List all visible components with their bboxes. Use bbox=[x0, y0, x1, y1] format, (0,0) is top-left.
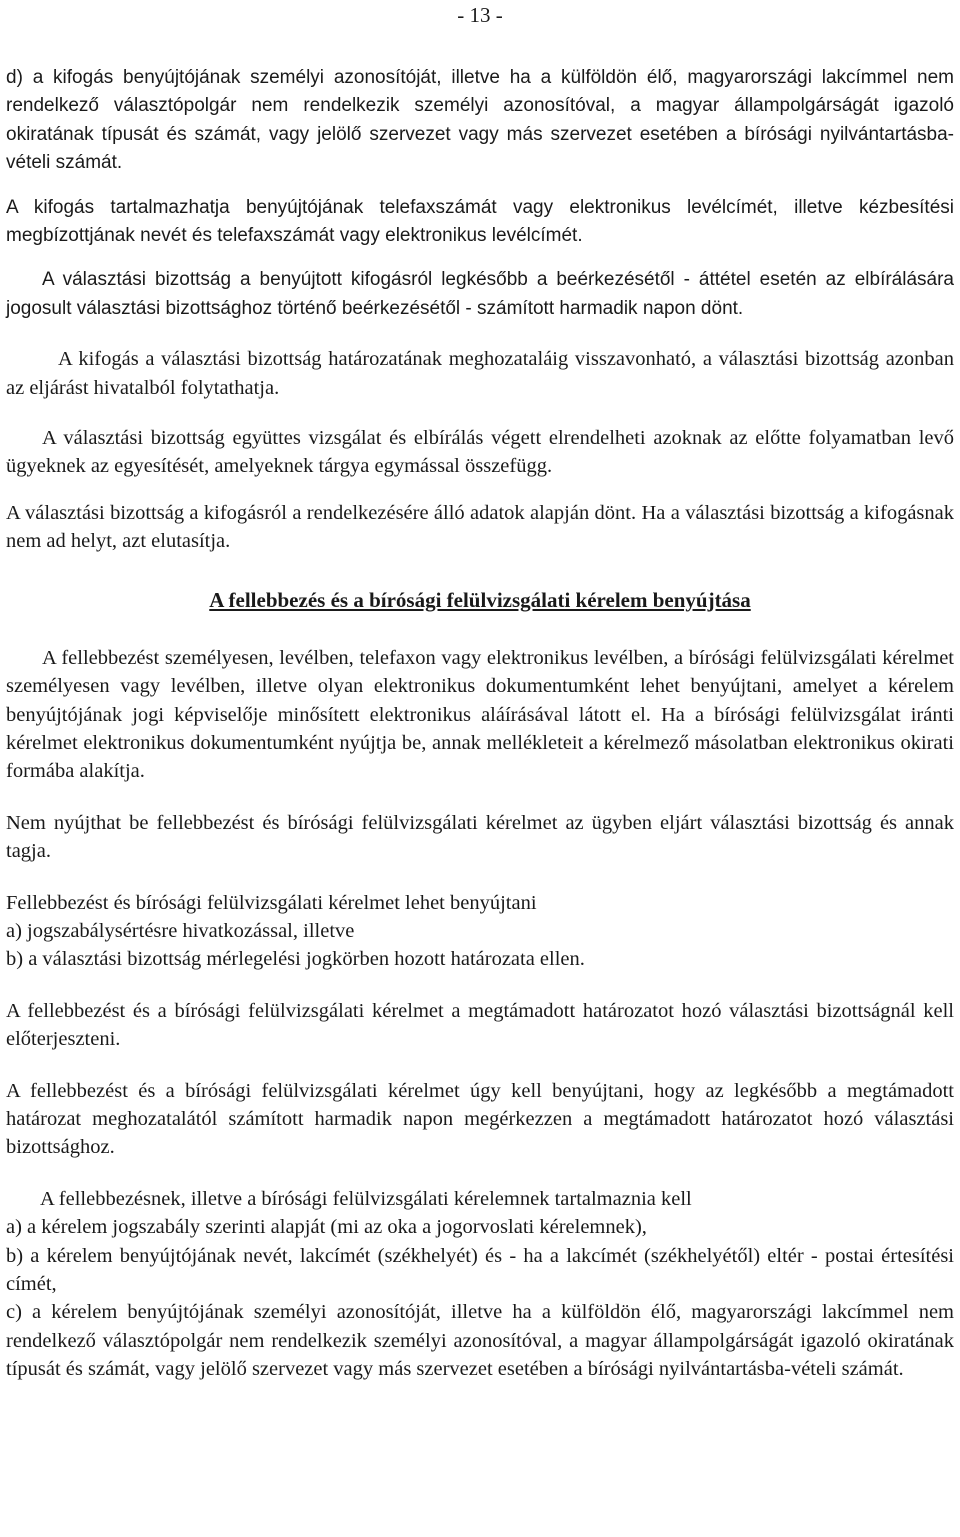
paragraph-not-eligible: Nem nyújthat be fellebbezést és bírósági felülvizsgálati kérelmet az ügyben eljárt választási bizottság és annak tagja. bbox=[6, 811, 954, 863]
paragraph-withdrawal: A kifogás a választási bizottság határozatának meghozataláig visszavonható, a választási bizottság azonban az eljárást hivatalból folytathatja. bbox=[6, 348, 954, 399]
paragraph-decision-deadline: A választási bizottság a benyújtott kifogásról legkésőbb a beérkezésétől - áttétel esetén az elbírálására jogosult választási bizottsághoz történő beérkezésétől - számított harmadik napon dönt. bbox=[6, 269, 954, 319]
contents-item-a: a) a kérelem jogszabály szerinti alapját (mi az oka a jogorvoslati kérelemnek), bbox=[6, 1216, 647, 1239]
paragraph-rejection: A választási bizottság a kifogásról a rendelkezésére álló adatok alapján dönt. Ha a választási bizottság a kifogásnak nem ad helyt, azt elutasítja. bbox=[6, 501, 954, 553]
section-heading: A fellebbezés és a bírósági felülvizsgálati kérelem benyújtása bbox=[209, 587, 751, 612]
paragraph-joint-examination: A választási bizottság együttes vizsgálat és elbírálás végett elrendelheti azoknak az előtte folyamatban levő ügyeknek az egyesítését, amelyeknek tárgya egymással összefügg. bbox=[6, 427, 954, 478]
contents-intro: A fellebbezésnek, illetve a bírósági felülvizsgálati kérelemnek tartalmaznia kell bbox=[40, 1187, 692, 1210]
document-body bbox=[6, 64, 954, 1384]
paragraph-submission-methods: A fellebbezést személyesen, levélben, telefaxon vagy elektronikus levélben, a bírósági felülvizsgálati kérelmet személyesen vagy levélben, illetve olyan elektronikus dokumentumként lehet benyújtani, amelyet a kérelem benyújtójának jogi képviselője minősített elektronikus aláírásával látott el. Ha a bírósági felülvizsgálat iránti kérelmet elektronikus dokumentumként nyújtja be, annak mellékleteit a kérelmező másolatban elektronikus okirati formába alakítja. bbox=[6, 646, 954, 783]
paragraph-required-contents bbox=[6, 1185, 954, 1384]
paragraph-submission-place: A fellebbezést és a bírósági felülvizsgálati kérelmet a megtámadott határozatot hozó választási bizottságnál kell előterjeszteni. bbox=[6, 999, 954, 1051]
paragraph-fax-email: A kifogás tartalmazhatja benyújtójának telefaxszámát vagy elektronikus levélcímét, illetve kézbesítési megbízottjának nevét és telefaxszámát vagy elektronikus levélcímét. bbox=[6, 196, 954, 247]
contents-item-b: b) a kérelem benyújtójának nevét, lakcímét (székhelyét) és - ha a lakcímét (székhelyétől) eltér - postai értesítési címét, bbox=[6, 1244, 954, 1295]
page-number: - 13 - bbox=[457, 3, 503, 27]
contents-item-c: c) a kérelem benyújtójának személyi azonosítóját, illetve ha a külföldön élő, magyarországi lakcímmel nem rendelkező választópolgár nem rendelkezik személyi azonosítóval, a magyar állampolgárságát igazoló okiratának típusát és számát, vagy jelölő szervezet vagy más szervezet esetében a bírósági nyilvántartásba-vételi számát. bbox=[6, 1301, 954, 1381]
grounds-item-a: a) jogszabálysértésre hivatkozással, illetve bbox=[6, 919, 355, 942]
paragraph-d-item: d) a kifogás benyújtójának személyi azonosítóját, illetve ha a külföldön élő, magyarországi lakcímmel nem rendelkező választópolgár nem rendelkezik személyi azonosítóval, a magyar állampolgárságát igazoló okiratának típusát és számát, vagy jelölő szervezet vagy más szervezet esetében a bírósági nyilvántartásba-vételi számát. bbox=[6, 67, 954, 174]
paragraph-submission-deadline: A fellebbezést és a bírósági felülvizsgálati kérelmet úgy kell benyújtani, hogy az legkésőbb a megtámadott határozat meghozatalától számított harmadik napon megérkezzen a megtámadott határozatot hozó választási bizottsághoz. bbox=[6, 1079, 954, 1159]
grounds-item-b: b) a választási bizottság mérlegelési jogkörben hozott határozata ellen. bbox=[6, 948, 585, 971]
paragraph-grounds bbox=[6, 889, 954, 974]
grounds-intro: Fellebbezést és bírósági felülvizsgálati kérelmet lehet benyújtani bbox=[6, 891, 537, 914]
